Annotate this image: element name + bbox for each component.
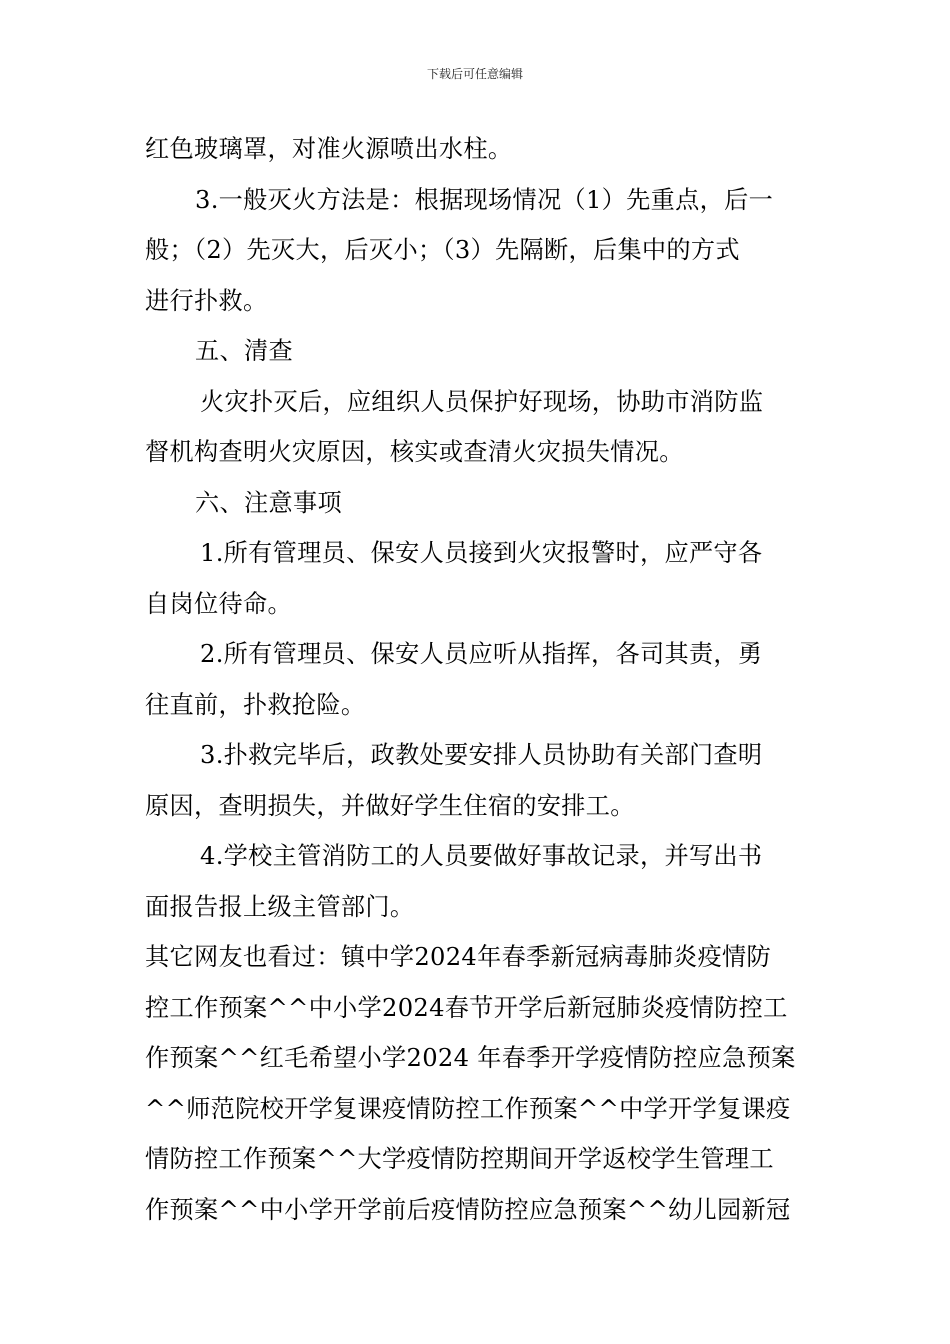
document-body — [145, 124, 810, 1235]
paragraph-line: 1.所有管理员、保安人员接到火灾报警时，应严守各 — [200, 539, 763, 567]
related-line: 控工作预案^^中小学2024春节开学后新冠肺炎疫情防控工 — [145, 993, 788, 1022]
related-line: ^^师范院校开学复课疫情防控工作预案^^中学开学复课疫 — [145, 1094, 791, 1123]
related-line: 其它网友也看过：镇中学2024年春季新冠病毒肺炎疫情防 — [145, 943, 771, 971]
paragraph-line: 红色玻璃罩，对准火源喷出水柱。 — [145, 135, 513, 163]
related-line: 作预案^^红毛希望小学2024 年春季开学疫情防控应急预案 — [145, 1044, 796, 1072]
paragraph-line: 2.所有管理员、保安人员应听从指挥，各司其责，勇 — [200, 640, 763, 668]
page-header-note: 下载后可任意编辑 — [426, 67, 523, 81]
paragraph-line: 4.学校主管消防工的人员要做好事故记录，并写出书 — [200, 842, 763, 870]
paragraph-line: 往直前，扑救抢险。 — [145, 690, 366, 719]
related-line: 作预案^^中小学开学前后疫情防控应急预案^^幼儿园新冠 — [145, 1195, 791, 1224]
paragraph-line: 3.一般灭火方法是：根据现场情况（1）先重点，后一 — [195, 185, 774, 214]
related-line: 情防控工作预案^^大学疫情防控期间开学返校学生管理工 — [145, 1145, 774, 1173]
paragraph-line: 般；（2）先灭大，后灭小；（3）先隔断，后集中的方式 — [145, 236, 740, 264]
paragraph-line: 火灾扑灭后，应组织人员保护好现场，协助市消防监 — [200, 387, 764, 416]
paragraph-line: 自岗位待命。 — [145, 589, 292, 618]
paragraph-line: 督机构查明火灾原因，核实或查清火灾损失情况。 — [145, 438, 684, 466]
paragraph-line: 3.扑救完毕后，政教处要安排人员协助有关部门查明 — [200, 741, 763, 769]
paragraph-line: 进行扑救。 — [145, 286, 268, 315]
paragraph-line: 面报告报上级主管部门。 — [145, 892, 415, 921]
paragraph-line: 原因，查明损失，并做好学生住宿的安排工。 — [145, 791, 635, 820]
section-heading: 六、注意事项 — [195, 488, 342, 517]
section-heading: 五、清查 — [195, 337, 293, 365]
